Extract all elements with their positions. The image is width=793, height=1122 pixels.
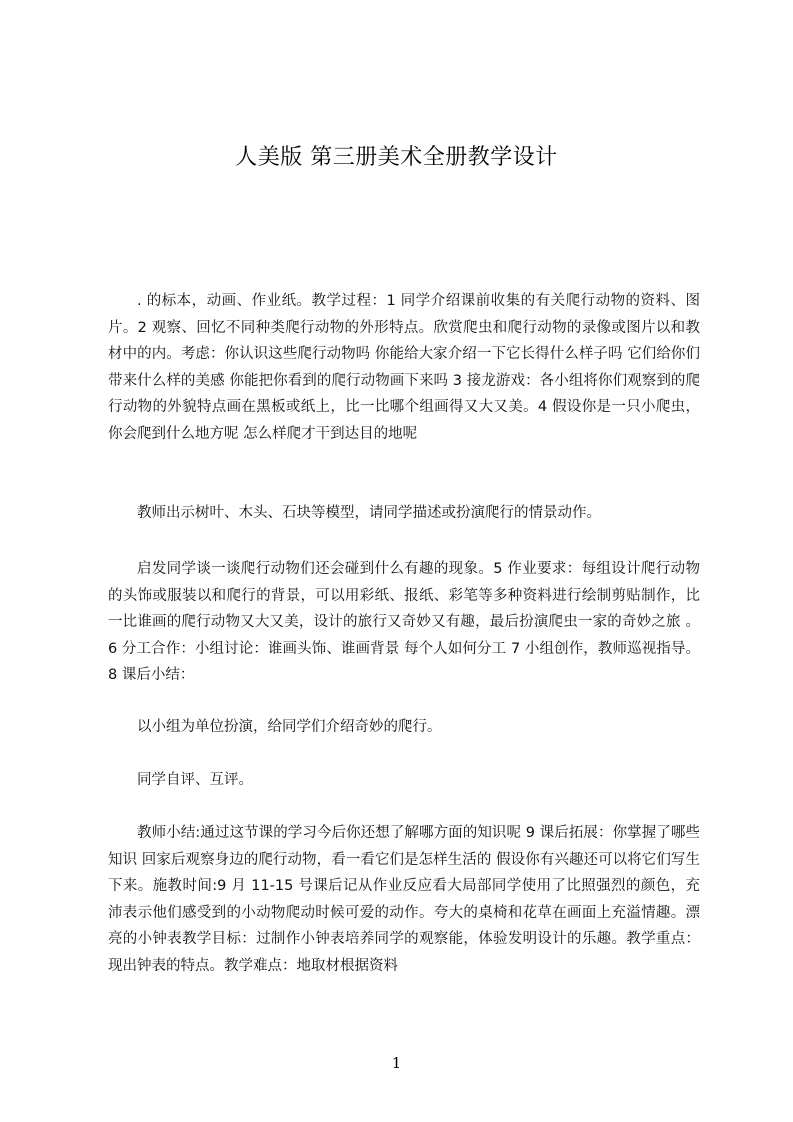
paragraph-5: 同学自评、互评。	[137, 772, 253, 788]
paragraph-3: 启发同学谈一谈爬行动物们还会碰到什么有趣的现象。5 作业要求：每组设计爬行动物的头饰或服装以和爬行的背景，可以用彩纸、报纸、彩笔等多种资料进行绘制剪贴制作，比一比谁画的爬行动物又大又美，设计的旅行又奇妙又有趣，最后扮演爬虫一家的奇妙之旅 。6 分工合作：小组讨论：谁画头饰、谁画背景 每个人如何分工 7 小组创作，教师巡视指导。8 课后小结：	[108, 561, 700, 683]
document-title: 人美版 第三册美术全册教学设计	[235, 145, 558, 170]
paragraph-6: 教师小结:通过这节课的学习今后你还想了解哪方面的知识呢 9 课后拓展：你掌握了哪些知识 回家后观察身边的爬行动物，看一看它们是怎样生活的 假设你有兴趣还可以将它们写生下来。施教时间:9 月 11-15 号课后记从作业反应看大局部同学使用了比照强烈的颜色，充沛表示他们感受到的小动物爬动时候可爱的动作。夸大的桌椅和花草在画面上充溢情趣。漂亮的小钟表教学目标：过制作小钟表培养同学的观察能，体验发明设计的乐趣。教学重点：现出钟表的特点。教学难点：地取材根据资料	[108, 825, 700, 974]
paragraph-1: . 的标本，动画、作业纸。教学过程：1 同学介绍课前收集的有关爬行动物的资料、图片。2 观察、回忆不同种类爬行动物的外形特点。欣赏爬虫和爬行动物的录像或图片以和教材中的内。考虑：你认识这些爬行动物吗 你能给大家介绍一下它长得什么样子吗 它们给你们带来什么样的美感 你能把你看到的爬行动物画下来吗 3 接龙游戏：各小组将你们观察到的爬行动物的外貌特点画在黑板或纸上，比一比哪个组画得又大又美。4 假设你是一只小爬虫，你会爬到什么地方呢 怎么样爬才干到达目的地呢	[108, 293, 700, 442]
paragraph-2: 教师出示树叶、木头、石块等模型，请同学描述或扮演爬行的情景动作。	[137, 505, 601, 521]
paragraph-4: 以小组为单位扮演，给同学们介绍奇妙的爬行。	[137, 719, 442, 735]
page-number: 1	[391, 1054, 402, 1072]
